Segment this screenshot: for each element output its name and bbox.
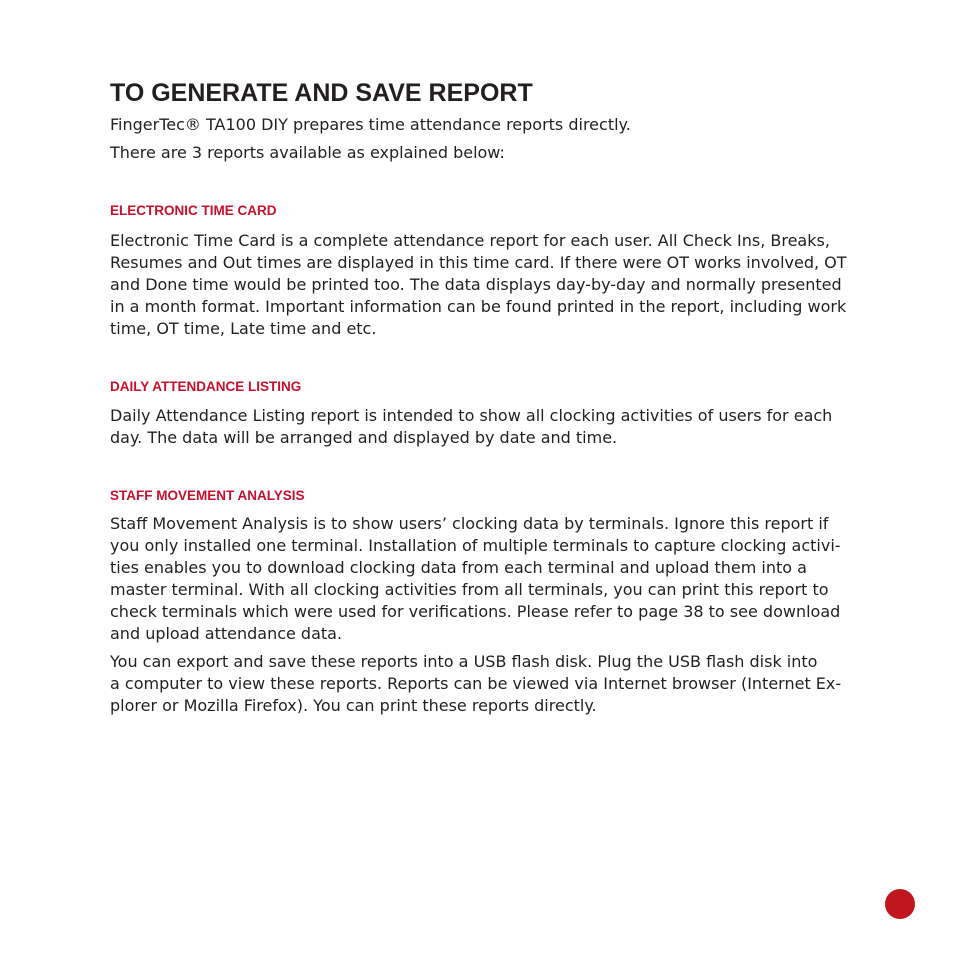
body-line: plorer or Mozilla Firefox). You can print these reports directly. [110,696,597,715]
body-line: Staff Movement Analysis is to show users’ clocking data by terminals. Ignore this report if [110,514,829,533]
body-line: and Done time would be printed too. The data displays day-by-day and normally presented [110,275,842,294]
intro-line: FingerTec® TA100 DIY prepares time attendance reports directly. [110,115,631,134]
body-line: master terminal. With all clocking activities from all terminals, you can print this report to [110,580,829,599]
section-heading-daily-attendance-listing: DAILY ATTENDANCE LISTING [110,379,302,394]
body-line: day. The data will be arranged and displayed by date and time. [110,428,618,447]
body-line: a computer to view these reports. Reports can be viewed via Internet browser (Internet Ex- [110,674,842,693]
body-line: Daily Attendance Listing report is intended to show all clocking activities of users for each [110,406,833,425]
body-line: You can export and save these reports into a USB flash disk. Plug the USB flash disk into [110,652,818,671]
page-title: TO GENERATE AND SAVE REPORT [110,79,533,107]
body-line: time, OT time, Late time and etc. [110,319,377,338]
page-number-badge [885,889,915,919]
body-line: Electronic Time Card is a complete attendance report for each user. All Check Ins, Breaks, [110,231,830,250]
section-heading-electronic-time-card: ELECTRONIC TIME CARD [110,203,277,218]
body-line: check terminals which were used for verifications. Please refer to page 38 to see download [110,602,841,621]
intro-line: There are 3 reports available as explained below: [110,143,505,162]
body-line: in a month format. Important information can be found printed in the report, including work [110,297,847,316]
body-line: you only installed one terminal. Installation of multiple terminals to capture clocking activi- [110,536,841,555]
section-body-electronic-time-card [110,230,900,340]
document-page [110,78,900,717]
body-line: and upload attendance data. [110,624,343,643]
section-heading-staff-movement-analysis: STAFF MOVEMENT ANALYSIS [110,488,305,503]
section-body-daily-attendance-listing [110,405,900,449]
closing-paragraph [110,651,900,717]
body-line: ties enables you to download clocking data from each terminal and upload them into a [110,558,807,577]
body-line: Resumes and Out times are displayed in this time card. If there were OT works involved, OT [110,253,847,272]
section-body-staff-movement-analysis [110,513,900,645]
